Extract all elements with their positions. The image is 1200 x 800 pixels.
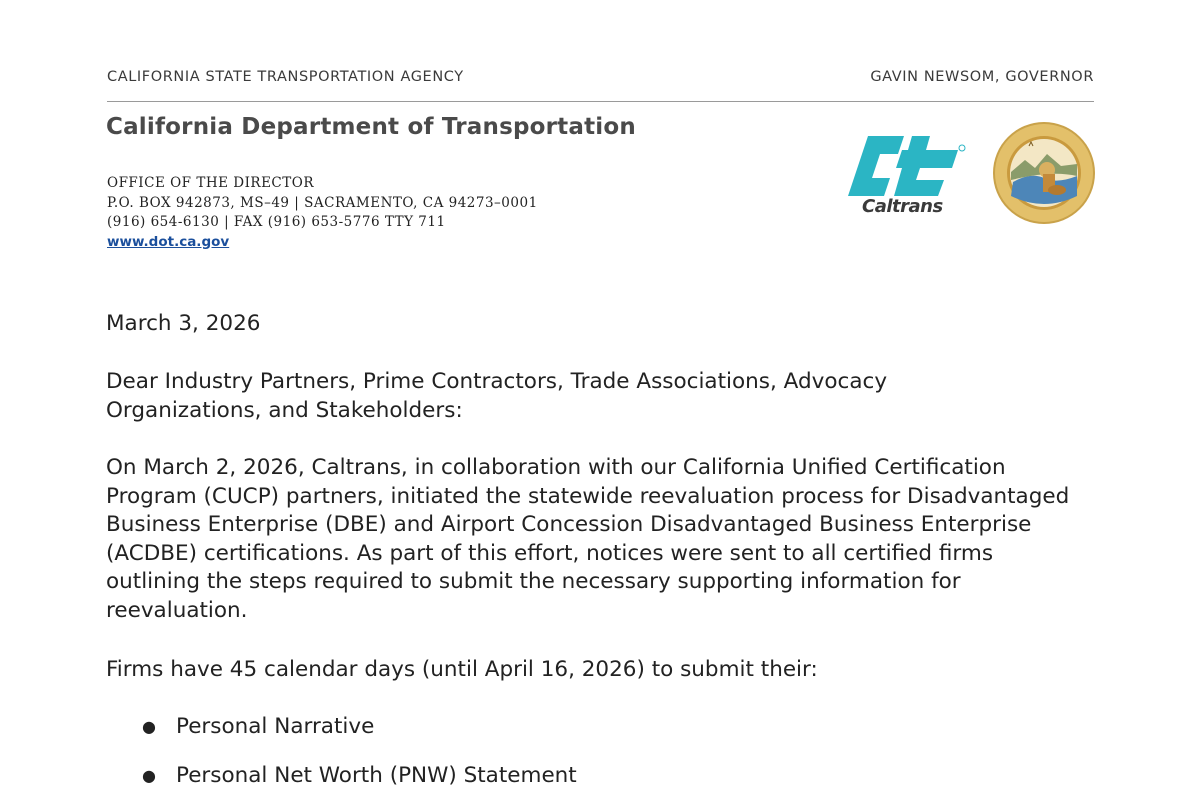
header-divider — [107, 101, 1094, 102]
bullet-icon: ● — [142, 766, 156, 785]
body-paragraph-2: Firms have 45 calendar days (until April 16, 2026) to submit their: — [106, 657, 818, 682]
agency-name: CALIFORNIA STATE TRANSPORTATION AGENCY — [107, 69, 464, 85]
address-block — [107, 174, 538, 252]
website-link[interactable]: www.dot.ca.gov — [107, 233, 230, 250]
salutation: Dear Industry Partners, Prime Contractors, Trade Associations, Advocacy Organizations, and Stakeholders: — [106, 369, 888, 423]
po-box-line: P.O. BOX 942873, MS–49 | SACRAMENTO, CA 94273–0001 — [107, 194, 538, 211]
body-paragraph-1: On March 2, 2026, Caltrans, in collaboration with our California Unified Certification Program (CUCP) partners, initiated the statewide reevaluation process for Disadvantaged Business Enterprise (DBE) and Airport Concession Disadvantaged Business Enterprise (ACDBE) certifications. As part of this effort, notices were sent to all certified firms outlining the steps required to submit the necessary supporting information for reevaluation. — [106, 455, 1070, 623]
office-line: OFFICE OF THE DIRECTOR — [107, 175, 315, 191]
caltrans-wordmark: Caltrans — [862, 196, 943, 217]
department-title: California Department of Transportation — [106, 114, 636, 140]
list-item-label: Personal Narrative — [176, 714, 375, 739]
governor-name: GAVIN NEWSOM, GOVERNOR — [870, 69, 1094, 85]
bullet-icon: ● — [142, 717, 156, 736]
california-seal-icon — [991, 120, 1097, 226]
list-item-label: Personal Net Worth (PNW) Statement — [176, 763, 577, 788]
phone-line: (916) 654-6130 | FAX (916) 653-5776 TTY 711 — [107, 214, 446, 230]
letter-date: March 3, 2026 — [106, 311, 261, 336]
